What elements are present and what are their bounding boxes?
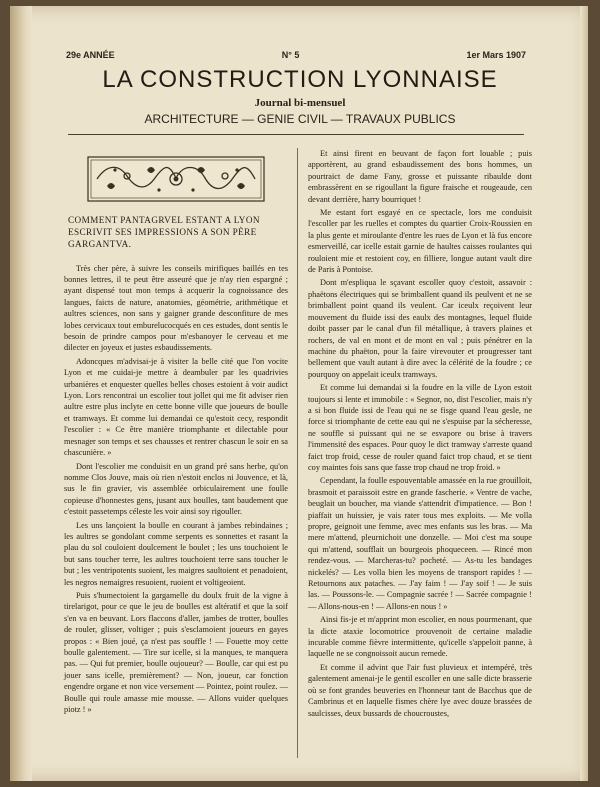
journal-sections: ARCHITECTURE — GENIE CIVIL — TRAVAUX PUBLICS — [144, 112, 456, 126]
journal-subtitle: Journal bi-mensuel — [254, 97, 346, 109]
issue-number: N° 5 — [281, 50, 300, 60]
paragraph: Dont l'escolier me conduisit en un grand pré sans herbe, qu'on nomme Clos Jouve, mais où rien n'estoit enclos ni Jouvence, et là, sus le fin gravier, vis assemblée orbiculairement une foulle copieuse d'honnestes gens, jusant aux boulles, tant baudement que c'estoit passetemps céleste les voir ainsi soy rigouller. — [64, 461, 288, 517]
paragraph: Me estant fort esgayé en ce spectacle, lors me conduisit l'escoller par les ruelles et comptes du quartier Croix-Roussien en la plus gente et miroulante d'entre les rues de Lyon et là fus encore esmerveillé, car icelle estait garnie de haultes caisses roulantes qui rouloient mie et restoient coy, en filliere, longue autant vault dire de Paris à Pontoise. — [308, 208, 532, 275]
paragraph: Et comme il advint que l'air fust pluvieux et intempéré, très galentement amenai-je le gentil escoller en une salle dicte brasserie où se font grandes beuveries en l'honneur tant de Bacchus que de Cambrinus et en laquelle fismes chère lye avec douze brassées de saulcisses, deux bussards de choucroustes, — [308, 662, 532, 718]
paragraph: Dont m'espliqua le sçavant escoller quoy c'estoit, assavoir : phaëtons électriques qui se brimballent quand ils peulvent et ne se brimballent point quand ils veulent. Car iceulx reçoivent leur mouvement du fluide issi des eaulx des montagnes, lequel fluide doibt passer par le canal d'un fil métallique, à travers plaines et rochers, de val en mont et de mont en val ; puis pénétrer en la machine du phaëton, pour la faire virevouter et prougresser tant bellement que vault autant à dire avec la célérité de la foudre ; ce pourquoy on appelait iceulx tramways. — [308, 278, 532, 379]
paragraph: Cependant, la foulle espouventable amassée en la rue grouilloit, brasmoit et paraissoit estre en grande fascherie. « Ventre de vache, beuglait un boucher, ma viande s'attendrit d'impatience. — Bon ! piaffait un huissier, je vais rater tous mes exploits. — Me volla propre, geignoit une femme, avec mes enfants sus les bras. — Ma mere m'attend, pleurnichoit une donzelle. — Moi c'est ma soupe qui m'attend, soufflait un bourgeois phoqueceen. — Rincé mon rendez-vous. — Marcheras-tu? pocheté. — As-tu les bandages nickelés? — Les volla bien les moyens de transport rapides ! — Retournons aux pataches. — J'ay faim ! — J'ay soif ! — Je suis las. — Poussons-le. — Compagnie sacrée ! — Sacrée compagnie ! — Allons-nous-en ! — Allons-en nous ! » — [308, 476, 532, 611]
paragraph: Puis s'humectoient la gargamelle du doulx fruit de la vigne à tirelarigot, pour ce que le jeu de boulles est altératif et que la soif s'en va en beuvant. Lors flaccons d'aller, jambes de trotter, boulles de rouler, glisser, voltiger ; puis s'esclamoient joueurs en gayes propos : « Bien joué, ça n'est pas souffle ! — Fouette moy cette boulle galentement. — Tire sur icelle, si la manques, te manquera pas. — Qui fut premier, boulle oujoueur? — Boulle, car qui est pu jouer sans icelle, premièrement? — Non, joueur, car fonction engendre organe et non vice versement — Pointez, point roulez. — Boulle qui roule amasse mie mousse. — Allons vuider quelques piotz ! » — [64, 590, 288, 715]
paragraph: Et comme lui demandai si la foudre en la ville de Lyon estoit toujours si lente et immobile : « Segnor, no, dist l'escolier, mais n'y a si bon fluide issi de l'eau qui ne se fisge quand l'eau gesle, ne force si triomphante de cette eau qui ne s'espuise par la sécheresse, ne souffle si puissant qui ne se esvapore ou brise à travers l'immensité des espaces. Pour quoy le dict tramway s'arreste quand faict trop froid, cesse de rouler quand faict trop chaud, et se tient coy maintes fois sans que fasse trop chaud ne trop froid. » — [308, 383, 532, 472]
paragraph: Ainsi fis-je et m'apprint mon escolier, en nous pourmenant, que la dicte ataxie locomotrice prouvenoit de certaine maladie incurable comme fièvre intermittente, qu'icelle s'appeloit panne, à laquelle ne se congnoissoit aucun remede. — [308, 615, 532, 659]
paragraph: Très cher père, à suivre les conseils mirifiques baillés en tes bonnes lettres, il te peut être asseuré que je n'ay rien espargné ; ayant dispensé tout mon temps à acquerir la cognoissance des langues, faicts de nature, anatomies, géométrie, arithmétique et aultres sciences, non sans y gaigner grande desconfiture de mes lobes cervicaux tout emburelucocqués en ces estudes, dont sentis le besoin de prindre campos pour m'esbanoyer le cerveau et me dilecter en joyeux et justes esbaudissements. — [64, 263, 288, 353]
masthead-rule — [68, 134, 524, 135]
article-title: COMMENT PANTAGRVEL ESTANT A LYON ESCRIVIT SES IMPRESSIONS A SON PÈRE GARGANTVA. — [68, 215, 260, 250]
masthead-topline — [66, 50, 526, 60]
journal-title: LA CONSTRUCTION LYONNAISE — [102, 66, 498, 93]
paragraph: Les uns lançoient la boulle en courant à jambes rebindaines ; les aultres se gondolant comme serpents es sonnettes et rasant la plau du sol couloient doulcement le boulet ; les uns touchoient le but sans toucher terre, les aultres touchoient terre sans toucher le but ; les ventripotents suoient, les maigres saultoient et penadoient, les negros nemaigres resuoient, ruoient et voltigeoient. — [64, 520, 288, 587]
column-divider — [297, 148, 298, 758]
volume-label: 29e ANNÉE — [66, 50, 115, 60]
ornamental-headpiece-icon — [87, 156, 265, 202]
page-spine-shadow — [10, 6, 32, 781]
issue-date: 1er Mars 1907 — [466, 50, 526, 60]
newspaper-page — [10, 6, 588, 781]
right-column — [308, 148, 532, 721]
paragraph: Adoncques m'advisai-je à visiter la belle cité que l'on vocite Lyon et me cuidai-je mettre à deambuler par les quadrivies urbanières et enquester quelles belles choses estoient à voir audict Lyon. Lors rencontrai un escolier tout jollet qui me fit adviser rien aultre estre plus inclyte en cette bonne ville que joueurs de boulle et tramways. Et comme lui demandai ce qu'estoit cecy, respondit l'escolier : « Ce être manière triomphante et dilectable pour mesnager son temps et ses chausses et rentrer chascun le soir en sa chascunière. » — [64, 356, 288, 458]
left-column — [64, 152, 288, 717]
page-edge — [580, 6, 588, 781]
paragraph: Et ainsi firent en beuvant de façon fort louable ; puis apportèrent, au grand esbaudissement des bons hommes, un pourtraict de dame Fany, grosse et puissante ribaulde dont embrassèrent en se rigoullant la figure fraische et rougeaude, cen devant derrière, harry bourriquet ! — [308, 149, 532, 204]
